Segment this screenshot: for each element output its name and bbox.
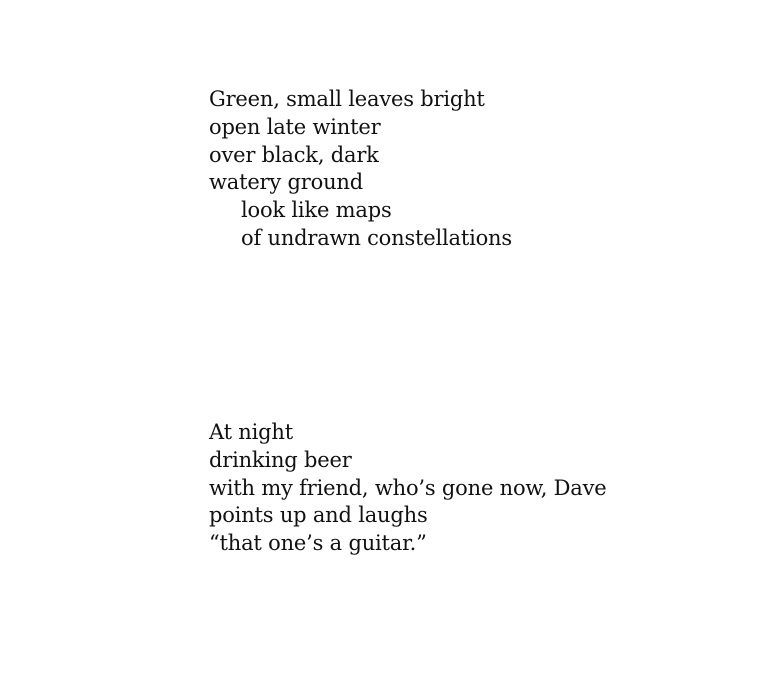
poem-line: with my friend, who’s gone now, Dave bbox=[209, 475, 607, 500]
poem-line: Green, small leaves bright bbox=[209, 87, 485, 111]
poem-line: watery ground bbox=[209, 170, 363, 195]
poem-stanza-2 bbox=[209, 419, 607, 558]
poem-line-indented: of undrawn constellations bbox=[241, 225, 512, 250]
poem-line: drinking beer bbox=[209, 447, 352, 472]
poem-line-indented: look like maps bbox=[241, 198, 392, 223]
poem-line: open late winter bbox=[209, 114, 381, 139]
poem-line: At night bbox=[209, 420, 293, 444]
poem-line: “that one’s a guitar.” bbox=[209, 531, 427, 556]
poem-line: points up and laughs bbox=[209, 503, 428, 528]
poem-line: over black, dark bbox=[209, 142, 379, 167]
poem-stanza-1 bbox=[209, 86, 512, 253]
